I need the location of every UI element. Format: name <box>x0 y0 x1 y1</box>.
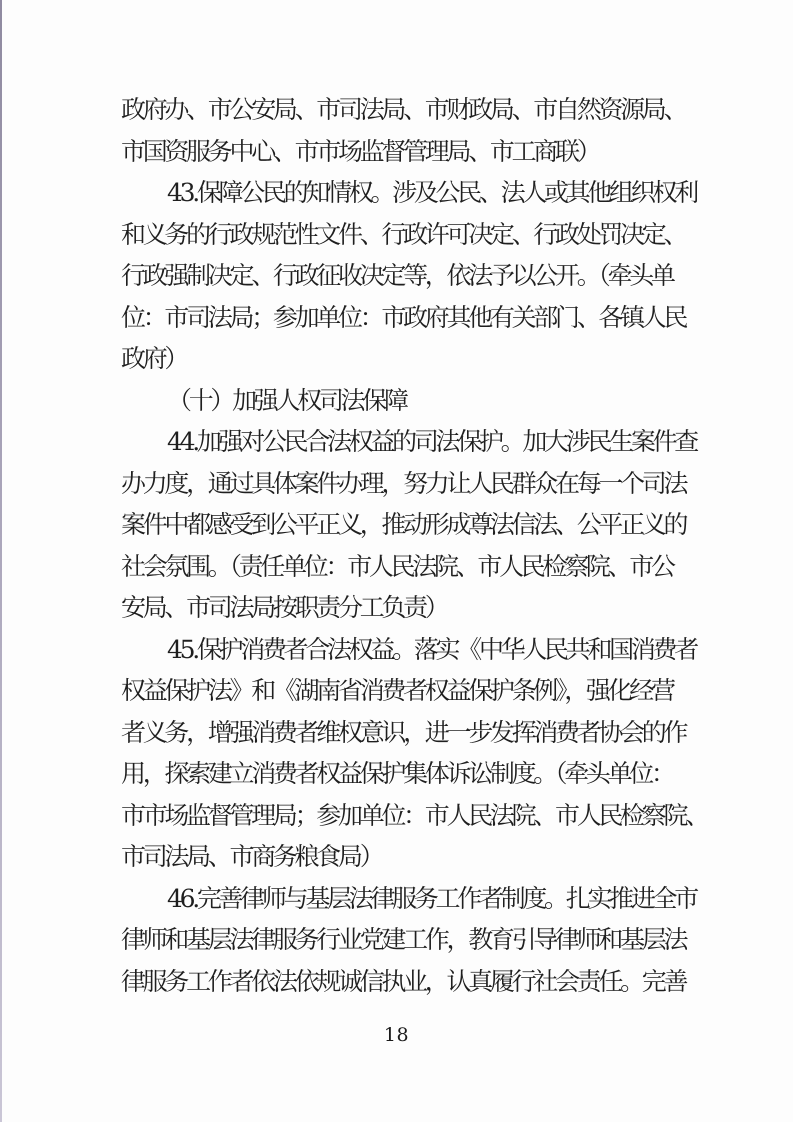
text-line: 安局、市司法局按职责分工负责） <box>121 593 447 622</box>
text-line: （十）加强人权司法保障 <box>167 385 406 415</box>
text-line: 46.完善律师与基层法律服务工作者制度。扎实推进全市 <box>167 883 696 913</box>
text-line: 权益保护法》和《湖南省消费者权益保护条例》，强化经营 <box>121 676 673 705</box>
text-line: 律师和基层法律服务行业党建工作，教育引导律师和基层法 <box>121 925 686 954</box>
text-line: 行政强制决定、行政征收决定等，依法予以公开。（牵头单 <box>121 261 673 290</box>
text-line: 案件中都感受到公平正义，推动形成尊法信法、公平正义的 <box>121 510 686 539</box>
text-line: 律服务工作者依法依规诚信执业，认真履行社会责任。完善 <box>121 966 686 996</box>
text-line: 市国资服务中心、市市场监督管理局、市工商联） <box>121 136 599 166</box>
text-line: 社会氛围。（责任单位：市人民法院、市人民检察院、市公 <box>121 551 673 581</box>
document-text <box>121 89 707 1002</box>
text-line: 政府办、市公安局、市司法局、市财政局、市自然资源局、 <box>121 95 686 124</box>
text-line: 43.保障公民的知情权。涉及公民、法人或其他组织权利 <box>167 178 696 207</box>
text-line: 45.保护消费者合法权益。落实《中华人民共和国消费者 <box>167 634 696 664</box>
text-line: 用，探索建立消费者权益保护集体诉讼制度。（牵头单位： <box>121 759 673 788</box>
text-line: 者义务，增强消费者维权意识，进一步发挥消费者协会的作 <box>121 717 686 747</box>
text-line: 市市场监督管理局；参加单位：市人民法院、市人民检察院、 <box>121 800 707 830</box>
page-number: 18 <box>383 1024 410 1046</box>
text-line: 44.加强对公民合法权益的司法保护。加大涉民生案件查 <box>167 427 696 456</box>
text-line: 办力度，通过具体案件办理，努力让人民群众在每一个司法 <box>121 468 686 498</box>
text-line: 市司法局、市商务粮食局） <box>121 842 382 871</box>
text-line: 政府） <box>121 344 187 373</box>
text-line: 位：市司法局；参加单位：市政府其他有关部门、各镇人民 <box>121 302 686 332</box>
text-line: 和义务的行政规范性文件、行政许可决定、行政处罚决定、 <box>121 219 686 249</box>
scan-edge-artifact <box>0 0 2 1122</box>
